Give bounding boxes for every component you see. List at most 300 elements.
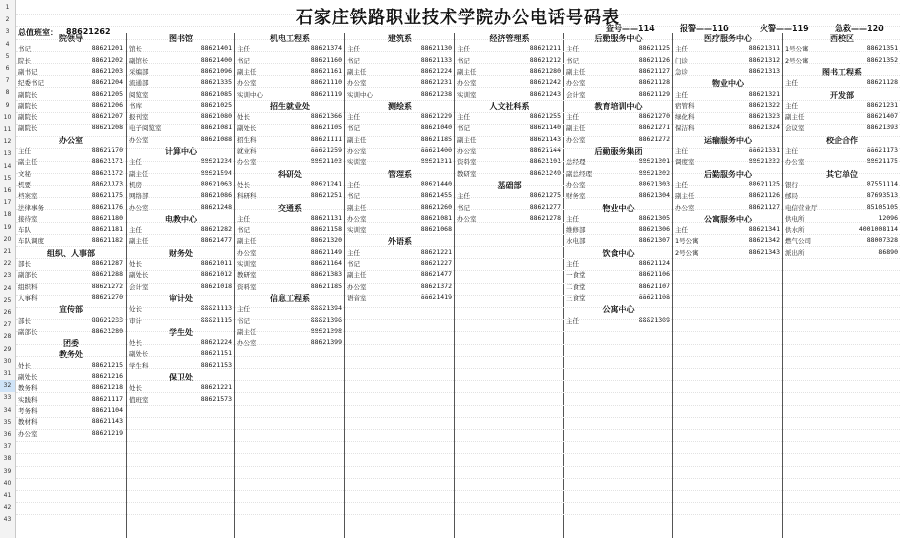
grid-line — [16, 75, 900, 76]
row-number[interactable]: 6 — [5, 65, 10, 72]
directory-entry — [564, 259, 673, 270]
entry-phone: 88621270 — [91, 292, 123, 301]
department-header: 公寓服务中心 — [704, 214, 752, 224]
entry-phone: 88621149 — [310, 247, 342, 256]
entry-title: 文秘 — [18, 169, 31, 178]
directory-entry — [564, 112, 673, 123]
entry-title: 副院长 — [18, 113, 38, 122]
entry-title: 教研室 — [237, 271, 257, 280]
entry-phone: 88621202 — [91, 55, 123, 64]
entry-phone: 88621303 — [638, 179, 670, 188]
grid-line — [16, 197, 900, 198]
directory-entry — [235, 316, 345, 327]
entry-phone: 88621040 — [420, 123, 452, 132]
entry-title: 部长 — [18, 316, 31, 325]
directory-entry — [345, 67, 455, 78]
grid-line — [16, 429, 900, 430]
entry-phone: 88621011 — [200, 259, 232, 267]
directory-entry — [16, 406, 126, 417]
entry-phone: 88621248 — [200, 202, 232, 211]
entry-title: 主任 — [347, 45, 360, 54]
directory-entry — [127, 304, 235, 315]
entry-phone: 88621231 — [420, 78, 452, 87]
entry-title: 副主任 — [347, 271, 367, 280]
row-number[interactable]: 24 — [3, 284, 12, 292]
entry-phone: 88621259 — [310, 146, 342, 154]
row-number[interactable]: 28 — [3, 333, 12, 341]
grid-line — [16, 14, 900, 15]
row-number[interactable]: 9 — [5, 101, 10, 109]
entry-phone: 88621301 — [638, 157, 670, 166]
entry-title: 副主任 — [785, 113, 805, 122]
page-title: 石家庄铁路职业技术学院办公电话号码表 — [296, 8, 620, 28]
directory-entry — [16, 169, 126, 180]
row-number[interactable]: 12 — [3, 138, 12, 146]
department-header: 图书工程系 — [822, 67, 862, 77]
entry-title: 教材科 — [18, 418, 38, 427]
entry-title: 办公室 — [237, 158, 257, 167]
entry-title: 网络部 — [129, 192, 149, 201]
row-number[interactable]: 13 — [3, 150, 12, 158]
entry-phone: 88621224 — [200, 338, 232, 347]
entry-phone: 88621018 — [200, 281, 232, 290]
entry-phone: 88621573 — [200, 394, 232, 403]
directory-entry — [783, 214, 900, 225]
grid-line — [16, 209, 900, 210]
directory-entry — [673, 248, 783, 259]
entry-phone: 88621201 — [91, 44, 123, 53]
grid-line — [16, 295, 900, 296]
entry-title: 主任 — [566, 214, 579, 223]
grid-line — [16, 87, 900, 88]
entry-title: 馆长 — [129, 45, 142, 54]
directory-entry — [345, 112, 455, 123]
directory-entry — [235, 248, 345, 259]
grid-line — [16, 490, 900, 491]
entry-phone: 88621238 — [420, 89, 452, 98]
directory-entry — [16, 316, 126, 327]
row-number[interactable]: 36 — [3, 431, 12, 438]
directory-entry — [673, 56, 783, 67]
entry-phone: 88621270 — [638, 112, 670, 121]
entry-phone: 88621304 — [638, 191, 670, 200]
entry-title: 办公室 — [457, 79, 477, 88]
entry-title: 副院长 — [18, 90, 38, 99]
entry-phone: 88621088 — [200, 134, 232, 143]
entry-title: 门诊 — [675, 56, 688, 65]
row-number[interactable]: 19 — [3, 223, 12, 231]
row-number[interactable]: 4 — [5, 40, 10, 48]
entry-phone: 88621221 — [200, 383, 232, 392]
row-number[interactable]: 30 — [3, 357, 12, 365]
row-number[interactable]: 29 — [3, 345, 12, 353]
department-header: 宣传部 — [59, 305, 83, 315]
entry-title: 副处长 — [18, 373, 38, 381]
entry-title: 主任 — [785, 147, 798, 155]
entry-phone: 88621180 — [91, 213, 123, 222]
row-number[interactable]: 15 — [3, 174, 12, 182]
row-number[interactable]: 16 — [3, 187, 12, 194]
entry-phone: 88621322 — [748, 100, 780, 109]
department-header: 开发部 — [830, 90, 854, 100]
department-header: 院领导 — [59, 34, 83, 43]
entry-phone: 88621219 — [91, 428, 123, 437]
grid-line — [16, 51, 900, 52]
entry-title: 水电部 — [566, 237, 586, 246]
department-header: 物业中心 — [712, 79, 744, 89]
entry-phone: 88621107 — [638, 281, 670, 290]
row-number[interactable]: 10 — [3, 113, 12, 121]
directory-entry — [455, 123, 564, 134]
row-number[interactable]: 42 — [3, 504, 12, 512]
entry-title: 主任 — [566, 113, 579, 122]
entry-title: 主任 — [237, 45, 250, 54]
entry-phone: 88621272 — [638, 134, 670, 143]
entry-title: 绿化科 — [675, 113, 695, 122]
entry-phone: 88621277 — [529, 202, 561, 211]
directory-entry — [673, 67, 783, 78]
directory-entry — [455, 169, 564, 180]
entry-title: 办公室 — [566, 180, 586, 189]
directory-entry — [783, 248, 900, 259]
entry-phone: 88621341 — [748, 225, 780, 234]
entry-title: 副部长 — [18, 327, 38, 336]
row-number[interactable]: 34 — [3, 406, 12, 414]
directory-entry — [16, 270, 126, 281]
entry-phone: 88621125 — [638, 44, 670, 53]
entry-title: 维修部 — [566, 226, 586, 235]
entry-phone: 88621311 — [748, 44, 780, 53]
entry-phone: 88621305 — [638, 213, 670, 222]
entry-phone: 88621280 — [529, 66, 561, 75]
entry-phone: 88621206 — [91, 100, 123, 109]
directory-entry — [16, 429, 126, 440]
entry-phone: 88621302 — [638, 168, 670, 177]
entry-title: 处长 — [129, 339, 142, 348]
row-number[interactable]: 5 — [5, 52, 10, 60]
entry-phone: 88621111 — [310, 134, 342, 143]
entry-phone: 88621233 — [91, 315, 123, 324]
directory-entry — [16, 44, 126, 55]
entry-title: 实践科 — [18, 395, 38, 404]
entry-title: 考务科 — [18, 406, 38, 415]
entry-title: 主任 — [566, 316, 579, 325]
row-number[interactable]: 33 — [3, 394, 12, 402]
entry-phone: 88621313 — [748, 66, 780, 75]
row-number[interactable]: 27 — [3, 321, 12, 329]
entry-phone: 88621151 — [200, 349, 232, 358]
entry-title: 资料室 — [457, 158, 477, 167]
entry-phone: 88621320 — [310, 236, 342, 245]
entry-title: 处长 — [237, 113, 250, 122]
directory-entry — [127, 361, 235, 372]
entry-title: 机房 — [129, 180, 142, 189]
entry-title: 学生科 — [129, 361, 149, 370]
directory-column — [234, 33, 345, 538]
hotline-label: 总值班室： — [18, 28, 58, 37]
entry-title: 派出所 — [785, 248, 805, 257]
entry-title: 处长 — [129, 384, 142, 393]
row-number[interactable]: 22 — [3, 260, 12, 268]
row-number[interactable]: 43 — [3, 516, 12, 524]
entry-phone: 88621407 — [866, 112, 898, 121]
entry-phone: 88621126 — [638, 55, 670, 64]
entry-phone: 88621160 — [310, 55, 342, 64]
entry-phone: 88621312 — [748, 55, 780, 64]
department-header: 信息工程系 — [270, 293, 310, 303]
row-number[interactable]: 20 — [3, 235, 12, 243]
entry-phone: 86890 — [878, 247, 898, 256]
entry-phone: 88621106 — [638, 270, 670, 279]
row-number[interactable]: 17 — [3, 199, 12, 207]
entry-phone: 88621175 — [866, 157, 898, 166]
entry-phone: 88621398 — [310, 326, 342, 335]
row-number[interactable]: 40 — [3, 479, 12, 487]
directory-entry — [127, 112, 235, 123]
entry-title: 办公室 — [347, 79, 367, 88]
entry-phone: 88621231 — [866, 100, 898, 109]
row-number[interactable]: 41 — [3, 492, 12, 499]
grid-line — [16, 246, 900, 247]
directory-entry — [783, 44, 900, 55]
entry-title: 1号公寓 — [785, 45, 809, 54]
entry-title: 副主任 — [237, 67, 257, 76]
entry-phone: 88621115 — [200, 315, 232, 324]
entry-title: 供电所 — [785, 214, 805, 223]
entry-phone: 88621396 — [310, 315, 342, 324]
grid-line — [16, 39, 900, 40]
entry-phone: 88621419 — [420, 292, 452, 301]
directory-entry — [235, 259, 345, 270]
entry-title: 会计室 — [566, 90, 586, 99]
entry-title: 主任 — [347, 180, 360, 189]
department-header: 西校区 — [830, 34, 854, 43]
directory-column — [454, 33, 564, 538]
directory-entry — [16, 203, 126, 214]
entry-phone: 88621175 — [91, 191, 123, 200]
entry-phone: 88621133 — [420, 55, 452, 64]
entry-title: 科研科 — [237, 192, 257, 201]
entry-title: 主任 — [675, 90, 688, 99]
entry-phone: 88621127 — [748, 202, 780, 211]
entry-phone: 88621212 — [529, 55, 561, 64]
entry-phone: 88621399 — [310, 338, 342, 347]
entry-title: 书记 — [457, 203, 470, 212]
directory-entry — [783, 157, 900, 168]
row-number[interactable]: 3 — [5, 28, 10, 36]
entry-phone: 88621249 — [529, 168, 561, 177]
department-header: 其它单位 — [826, 169, 858, 179]
directory-entry — [235, 112, 345, 123]
entry-phone: 88621366 — [310, 112, 342, 121]
row-number[interactable]: 32 — [0, 380, 15, 392]
emergency-fire: 火警——119 — [760, 24, 809, 33]
row-number[interactable]: 11 — [3, 126, 12, 133]
department-header: 计算中心 — [165, 147, 197, 156]
entry-phone: 88621383 — [310, 270, 342, 279]
entry-title: 保洁科 — [675, 124, 695, 133]
entry-phone: 88621255 — [529, 112, 561, 121]
entry-phone: 88621128 — [866, 78, 898, 87]
department-header: 后勤服务中心 — [594, 34, 643, 43]
grid-line — [16, 344, 900, 345]
directory-entry — [564, 44, 673, 55]
row-number[interactable]: 14 — [3, 162, 12, 170]
row-number[interactable]: 31 — [3, 370, 12, 377]
entry-title: 副主任 — [347, 203, 367, 212]
entry-title: 招生科 — [237, 135, 257, 144]
entry-title: 主任 — [675, 226, 688, 235]
entry-phone: 87551114 — [866, 179, 898, 188]
entry-phone: 88621343 — [748, 247, 780, 256]
grid-line — [16, 185, 900, 186]
grid-line — [16, 136, 900, 137]
department-header: 学生处 — [169, 327, 193, 337]
entry-phone: 88621081 — [420, 213, 452, 222]
entry-phone: 88621086 — [200, 191, 232, 200]
row-number[interactable]: 23 — [3, 272, 12, 280]
directory-entry — [345, 214, 455, 225]
row-number[interactable]: 39 — [3, 467, 12, 475]
department-header: 教育培训中心 — [594, 101, 643, 111]
directory-entry — [673, 112, 783, 123]
entry-title: 办公室 — [675, 203, 695, 212]
entry-phone: 88621275 — [529, 191, 561, 200]
department-header: 审计处 — [169, 293, 193, 303]
entry-phone: 88621143 — [529, 134, 561, 143]
directory-entry — [673, 203, 783, 214]
entry-phone: 88621272 — [91, 281, 123, 290]
entry-phone: 88621477 — [420, 270, 452, 279]
directory-entry — [564, 214, 673, 225]
entry-phone: 88621185 — [420, 134, 452, 143]
entry-title: 二食堂 — [566, 282, 586, 291]
directory-entry — [16, 417, 126, 428]
entry-title: 副主任 — [129, 169, 149, 178]
entry-phone: 88621251 — [310, 191, 342, 200]
department-header: 后勤服务集团 — [594, 147, 643, 156]
entry-title: 办公室 — [347, 147, 367, 155]
entry-title: 书记 — [18, 45, 31, 54]
entry-phone: 88621081 — [200, 123, 232, 132]
entry-phone: 88621393 — [866, 123, 898, 132]
entry-phone: 88621282 — [200, 225, 232, 234]
row-number[interactable]: 1 — [5, 4, 10, 11]
row-number[interactable]: 26 — [3, 309, 12, 316]
entry-phone: 88621351 — [866, 44, 898, 53]
entry-title: 主任 — [675, 180, 688, 189]
grid-line — [16, 319, 900, 320]
entry-title: 副处长 — [237, 124, 257, 133]
entry-title: 教务科 — [18, 384, 38, 393]
directory-column — [672, 33, 783, 538]
entry-title: 办公室 — [785, 158, 805, 167]
entry-phone: 88621229 — [420, 112, 452, 121]
row-number[interactable]: 7 — [5, 77, 10, 85]
grid-line — [16, 173, 900, 174]
department-header: 图书馆 — [169, 34, 193, 43]
entry-phone: 88621185 — [310, 281, 342, 290]
entry-title: 办公室 — [566, 79, 586, 88]
entry-title: 主任 — [566, 260, 579, 268]
entry-title: 车队调度 — [18, 237, 44, 246]
entry-title: 财务室 — [566, 192, 586, 201]
grid-line — [16, 100, 900, 101]
entry-title: 办公室 — [347, 214, 367, 223]
entry-phone: 88621224 — [420, 66, 452, 75]
entry-title: 实训中心 — [237, 90, 263, 99]
entry-phone: 88621288 — [91, 270, 123, 279]
entry-phone: 88621126 — [748, 191, 780, 200]
entry-title: 会计室 — [129, 282, 149, 291]
entry-title: 主任 — [129, 158, 142, 167]
directory-entry — [455, 203, 564, 214]
row-number[interactable]: 18 — [3, 211, 12, 219]
entry-title: 车队 — [18, 226, 31, 235]
entry-phone: 88621173 — [866, 146, 898, 154]
hotline-number: 88621262 — [66, 27, 111, 36]
grid-line — [16, 405, 900, 406]
directory-entry — [235, 44, 345, 55]
entry-title: 宿管科 — [675, 101, 695, 110]
entry-phone: 88621158 — [310, 225, 342, 234]
department-header: 交通系 — [278, 203, 302, 213]
entry-phone: 4001008114 — [858, 225, 898, 234]
directory-entry — [235, 56, 345, 67]
entry-title: 主任 — [785, 101, 798, 110]
department-header: 医疗服务中心 — [704, 34, 752, 43]
entry-title: 副主任 — [457, 135, 477, 144]
grid-line — [16, 124, 900, 125]
entry-phone: 88621216 — [91, 372, 123, 380]
entry-title: 副院长 — [18, 101, 38, 110]
department-header: 建筑系 — [388, 34, 412, 43]
directory-entry — [127, 316, 235, 327]
entry-phone: 88621342 — [748, 236, 780, 245]
entry-title: 副主任 — [675, 192, 695, 201]
directory-entry — [16, 372, 126, 383]
directory-entry — [127, 101, 235, 112]
entry-phone: 88621321 — [748, 89, 780, 98]
entry-phone: 88621143 — [91, 417, 123, 426]
directory-entry — [345, 248, 455, 259]
row-number[interactable]: 2 — [5, 16, 10, 24]
department-header: 保卫处 — [169, 373, 193, 382]
entry-phone: 88621307 — [638, 236, 670, 245]
department-header: 公寓中心 — [602, 305, 635, 315]
entry-title: 供水所 — [785, 226, 805, 235]
row-number[interactable]: 8 — [5, 89, 10, 97]
row-number[interactable]: 25 — [3, 296, 12, 304]
entry-phone: 88621153 — [200, 360, 232, 369]
title-bar — [16, 0, 900, 28]
row-number[interactable]: 37 — [3, 443, 12, 451]
entry-title: 副馆长 — [129, 56, 149, 65]
row-number[interactable]: 38 — [3, 455, 12, 463]
entry-phone: 88621144 — [529, 146, 561, 154]
directory-entry — [127, 123, 235, 134]
department-header: 科研处 — [278, 169, 302, 179]
entry-title: 副主任 — [457, 67, 477, 76]
entry-title: 采编部 — [129, 67, 149, 76]
row-number[interactable]: 35 — [3, 418, 12, 426]
row-number[interactable]: 21 — [3, 248, 12, 255]
directory-entry — [127, 270, 235, 281]
directory-entry — [673, 44, 783, 55]
entry-title: 主任 — [129, 226, 142, 235]
entry-phone: 88621221 — [420, 247, 452, 256]
directory-entry — [673, 101, 783, 112]
